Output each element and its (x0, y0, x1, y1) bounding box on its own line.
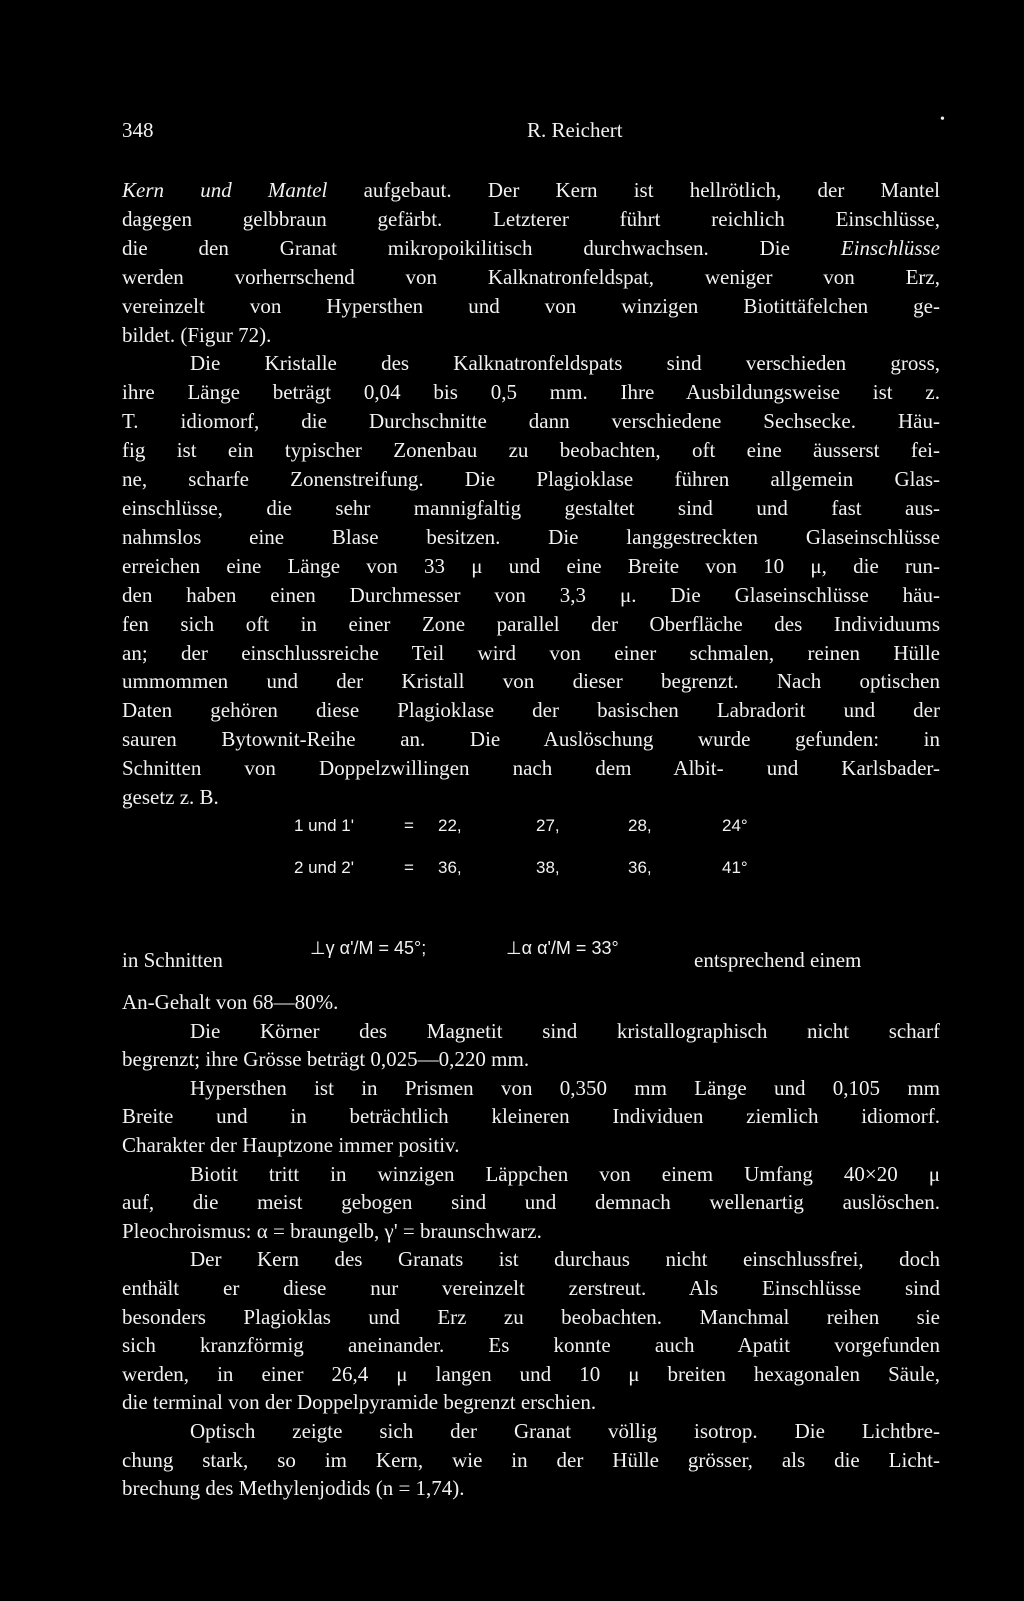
equals-sign: = (404, 858, 414, 877)
body-text-top (122, 176, 940, 812)
text-line: chung stark, so im Kern, wie in der Hülle grösser, als die Licht- (122, 1447, 940, 1472)
table-cell: 38, (536, 858, 560, 877)
text-line: sich kranzförmig aneinander. Es konnte auch Apatit vorgefunden (122, 1333, 940, 1358)
text-line: T. idiomorf, die Durchschnitte dann verschiedene Sechsecke. Häu- (122, 409, 940, 434)
text-line (122, 292, 940, 321)
text-line: fen sich oft in einer Zone parallel der Oberfläche des Individuums (122, 611, 940, 636)
text-line: an; der einschlussreiche Teil wird von einer schmalen, reinen Hülle (122, 640, 940, 665)
text-line: ne, scharfe Zonenstreifung. Die Plagioklase führen allgemein Glas- (122, 467, 940, 492)
table-cell: 27, (536, 816, 560, 835)
formula-prefix: in Schnitten (122, 948, 223, 972)
text-line: Breite und in beträchtlich kleineren Individuen ziemlich idiomorf. (122, 1104, 940, 1129)
formula-alpha: ⊥α α'/M = 33° (506, 938, 619, 958)
table-cell: 28, (628, 816, 652, 835)
table-cell: 22, (438, 816, 462, 835)
text-line: die terminal von der Doppelpyramide begrenzt erschien. (122, 1390, 597, 1415)
text-line (122, 263, 940, 292)
text-line: Charakter der Hauptzone immer positiv. (122, 1132, 460, 1157)
text-line: auf, die meist gebogen sind und demnach wellenartig auslöschen. (122, 1190, 940, 1215)
text-line: Pleochroismus: α = braungelb, γ' = braunschwarz. (122, 1218, 542, 1243)
text-line: Der Kern des Granats ist durchaus nicht einschlussfrei, doch (190, 1247, 940, 1272)
text-line: ummommen und der Kristall von dieser begrenzt. Nach optischen (122, 669, 940, 694)
table-cell: 24° (722, 816, 748, 835)
text-line: Optisch zeigte sich der Granat völlig isotrop. Die Lichtbre- (190, 1418, 940, 1443)
text-line: An-Gehalt von 68—80%. (122, 990, 339, 1014)
formula-suffix: entsprechend einem (694, 948, 862, 972)
text-segment: aufgebaut. Der Kern ist hellrötlich, der Mantel (327, 178, 940, 202)
page-number: 348 (122, 118, 154, 142)
text-line: Die Kristalle des Kalknatronfeldspats sind verschieden gross, (190, 351, 940, 376)
text-line (122, 234, 940, 263)
text-line: Schnitten von Doppelzwillingen nach dem Albit- und Karlsbader- (122, 756, 940, 781)
text-line: einschlüsse, die sehr mannigfaltig gestaltet sind und fast aus- (122, 495, 940, 520)
margin-mark: • (940, 112, 945, 127)
row-label: 2 und 2' (294, 858, 354, 877)
text-line: Hypersthen ist in Prismen von 0,350 mm Länge und 0,105 mm (190, 1075, 940, 1100)
text-line (122, 176, 940, 205)
formula-gamma: ⊥γ α'/M = 45°; (310, 938, 427, 958)
text-segment: die den Granat mikropoikilitisch durchwachsen. Die (122, 235, 841, 260)
row-label: 1 und 1' (294, 816, 354, 835)
text-line: Biotit tritt in winzigen Läppchen von einem Umfang 40×20 μ (190, 1161, 940, 1186)
text-line: besonders Plagioklas und Erz zu beobachten. Manchmal reihen sie (122, 1304, 940, 1329)
text-segment: bildet. (Figur 72). (122, 322, 272, 347)
text-line: ihre Länge beträgt 0,04 bis 0,5 mm. Ihre Ausbildungsweise ist z. (122, 380, 940, 405)
table-cell: 36, (438, 858, 462, 877)
text-line: gesetz z. B. (122, 785, 219, 810)
italic-term: Kern und Mantel (122, 178, 328, 202)
text-line: fig ist ein typischer Zonenbau zu beobachten, oft eine äusserst fei- (122, 438, 940, 463)
text-line: brechung des Methylenjodids (n = 1,74). (122, 1476, 465, 1501)
text-line: sauren Bytownit-Reihe an. Die Auslöschung wurde gefunden: in (122, 727, 940, 752)
equals-sign: = (404, 816, 414, 835)
text-line (122, 321, 940, 350)
text-line: nahmslos eine Blase besitzen. Die langgestreckten Glaseinschlüsse (122, 524, 940, 549)
running-title: R. Reichert (527, 118, 623, 142)
text-line: enthält er diese nur vereinzelt zerstreut. Als Einschlüsse sind (122, 1275, 940, 1300)
text-segment: werden vorherrschend von Kalknatronfeldspat, weniger von Erz, (122, 264, 940, 289)
text-line: Daten gehören diese Plagioklase der basischen Labradorit und der (122, 698, 940, 723)
table-cell: 36, (628, 858, 652, 877)
text-line: werden, in einer 26,4 μ langen und 10 μ breiten hexagonalen Säule, (122, 1361, 940, 1386)
text-line: den haben einen Durchmesser von 3,3 μ. Die Glaseinschlüsse häu- (122, 582, 940, 607)
text-segment: dagegen gelbbraun gefärbt. Letzterer führt reichlich Einschlüsse, (122, 206, 940, 231)
body-text-bottom (122, 988, 940, 1503)
text-line (122, 205, 940, 234)
text-line: begrenzt; ihre Grösse beträgt 0,025—0,220 mm. (122, 1047, 530, 1072)
text-line: erreichen eine Länge von 33 μ und eine Breite von 10 μ, die run- (122, 553, 940, 578)
table-cell: 41° (722, 858, 748, 877)
italic-term: Einschlüsse (840, 235, 940, 260)
text-line: Die Körner des Magnetit sind kristallographisch nicht scharf (190, 1018, 940, 1043)
text-segment: vereinzelt von Hypersthen und von winzigen Biotittäfelchen ge- (122, 293, 940, 318)
